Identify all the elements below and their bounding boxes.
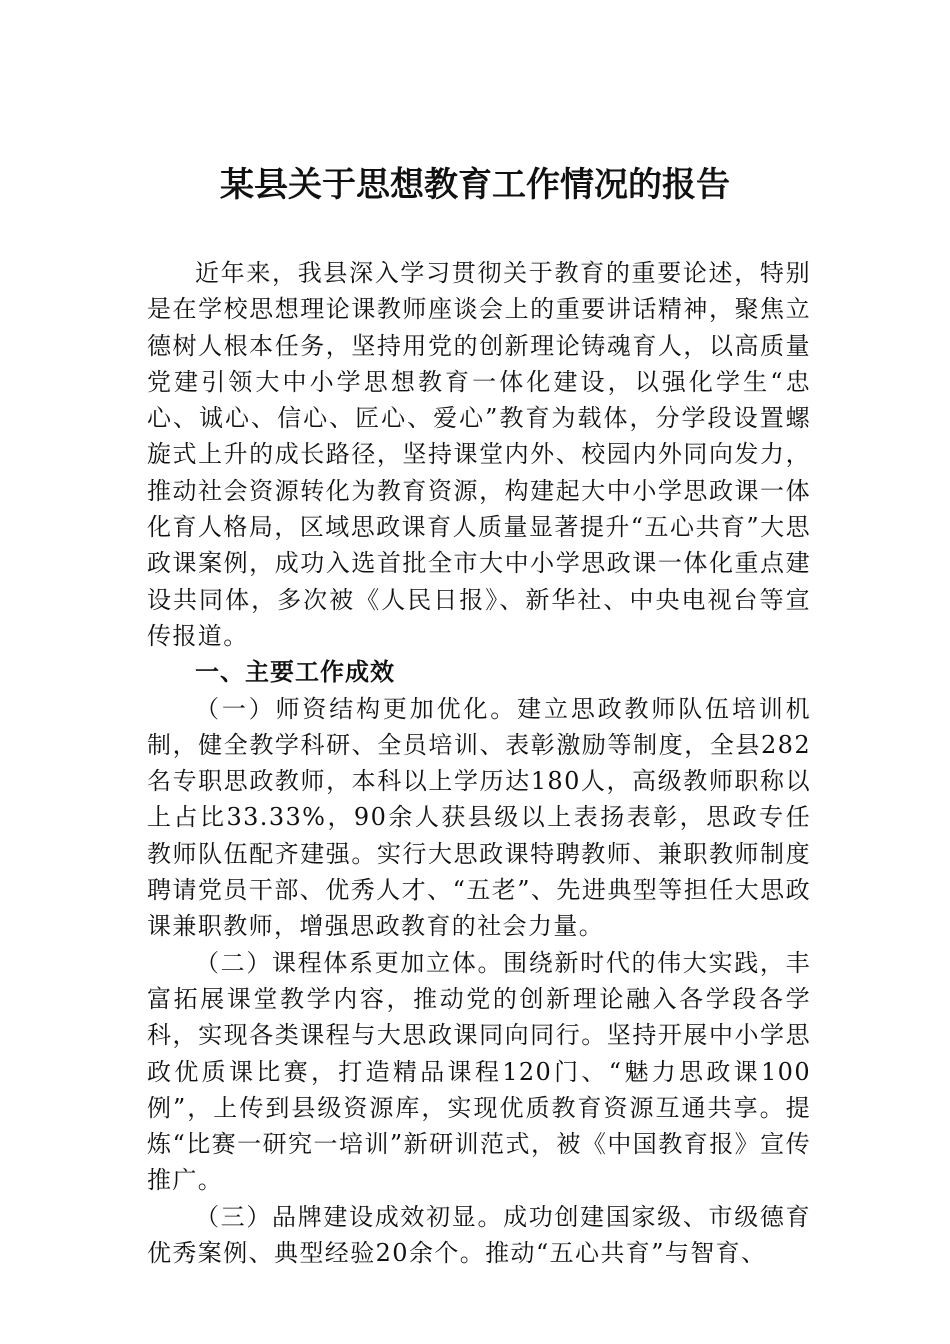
item-lead-brand: （三）品牌建设成效初显。: [195, 1202, 504, 1231]
item-paragraph-curriculum: [147, 945, 811, 1199]
item-paragraph-teachers: [147, 691, 811, 945]
item-paragraph-brand: [147, 1199, 811, 1272]
intro-paragraph: 近年来，我县深入学习贯彻关于教育的重要论述，特别是在学校思想理论课教师座谈会上的重要讲话精神，聚焦立德树人根本任务，坚持用党的创新理论铸魂育人，以高质量党建引领大中小学思想教育一体化建设，以强化学生“忠心、诚心、信心、匠心、爱心”教育为载体，分学段设置螺旋式上升的成长路径，坚持课堂内外、校园内外同向发力，推动社会资源转化为教育资源，构建起大中小学思政课一体化育人格局，区域思政课育人质量显著提升“五心共育”大思政课案例，成功入选首批全市大中小学思政课一体化重点建设共同体，多次被《人民日报》、新华社、中央电视台等宣传报道。: [147, 259, 811, 650]
item-text-teachers: 建立思政教师队伍培训机制，健全教学科研、全员培训、表彰激励等制度，全县282名专职思政教师，本科以上学历达180人，高级教师职称以上占比33.33%，90余人获县级以上表扬表彰，思政专任教师队伍配齐建强。实行大思政课特聘教师、兼职教师制度聘请党员干部、优秀人才、“五老”、先进典型等担任大思政课兼职教师，增强思政教育的社会力量。: [147, 694, 811, 941]
document-title: 某县关于思想教育工作情况的报告: [220, 165, 730, 205]
item-text-brand: 成功创建国家级、市级德育优秀案例、典型经验20余个。推动“五心共育”与智育、: [147, 1202, 811, 1268]
item-lead-teachers: （一）师资结构更加优化。: [195, 694, 518, 723]
section-heading-main-achievements: 一、主要工作成效: [195, 658, 395, 687]
item-lead-curriculum: （二）课程体系更加立体。: [195, 948, 504, 977]
item-text-curriculum: 围绕新时代的伟大实践，丰富拓展课堂教学内容，推动党的创新理论融入各学段各学科，实现各类课程与大思政课同向同行。坚持开展中小学思政优质课比赛，打造精品课程120门、“魅力思政课100例”，上传到县级资源库，实现优质教育资源互通共享。提炼“比赛一研究一培训”新研训范式，被《中国教育报》宣传推广。: [147, 948, 811, 1195]
document-body: [147, 255, 811, 1271]
